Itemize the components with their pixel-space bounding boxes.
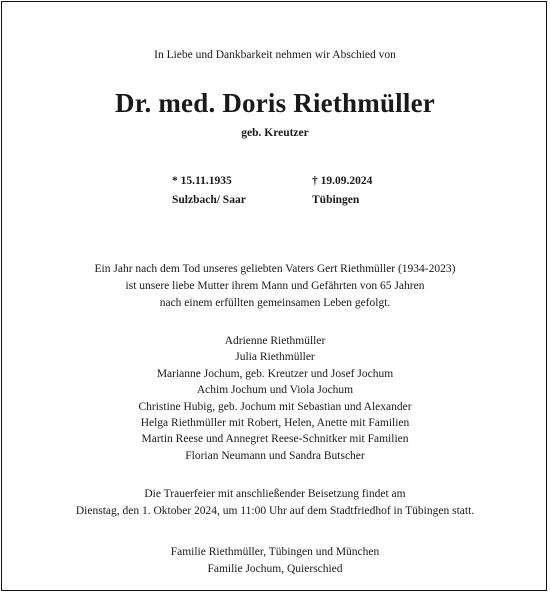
intro-text: In Liebe und Dankbarkeit nehmen wir Abschied von: [154, 49, 396, 61]
death-place: Tübingen: [312, 194, 360, 206]
death-date: † 19.09.2024: [312, 175, 373, 187]
mourner-entry: Marianne Jochum, geb. Kreutzer und Josef Jochum: [156, 367, 394, 380]
funeral-paragraph: [0, 486, 550, 520]
family-entry: Familie Riethmüller, Tübingen und München: [170, 546, 380, 558]
birth-place: Sulzbach/ Saar: [172, 194, 246, 206]
mourner-entry: Christine Hubig, geb. Jochum mit Sebastian und Alexander: [138, 400, 412, 413]
mourner-entry: Achim Jochum und Viola Jochum: [196, 384, 354, 397]
family-entry: Familie Jochum, Quierschied: [207, 563, 343, 575]
mourner-entry: Julia Riethmüller: [235, 351, 315, 364]
maiden-name: geb. Kreutzer: [241, 127, 309, 139]
birth-date: * 15.11.1935: [172, 175, 232, 187]
mourner-entry: Adrienne Riethmüller: [224, 335, 326, 347]
message-line: Ein Jahr nach dem Tod unseres geliebten Vaters Gert Riethmüller (1934-2023): [94, 263, 456, 275]
funeral-line: Die Trauerfeier mit anschließender Beisetzung findet am: [144, 488, 406, 500]
message-line: nach einem erfüllten gemeinsamen Leben gefolgt.: [159, 297, 391, 309]
mourner-entry: Martin Reese und Annegret Reese-Schnitker mit Familien: [141, 433, 409, 446]
mourner-entry: Florian Neumann und Sandra Butscher: [185, 449, 365, 462]
message-paragraph: [0, 261, 550, 312]
message-line: ist unsere liebe Mutter ihrem Mann und Gefährten von 65 Jahren: [125, 280, 425, 292]
mourners-list: [0, 333, 550, 464]
deceased-name: Dr. med. Doris Riethmüller: [115, 88, 435, 118]
funeral-line: Dienstag, den 1. Oktober 2024, um 11:00 Uhr auf dem Stadtfriedhof in Tübingen statt.: [75, 505, 475, 517]
mourner-entry: Helga Riethmüller mit Robert, Helen, Anette mit Familien: [140, 417, 410, 430]
family-signatures: [0, 544, 550, 578]
